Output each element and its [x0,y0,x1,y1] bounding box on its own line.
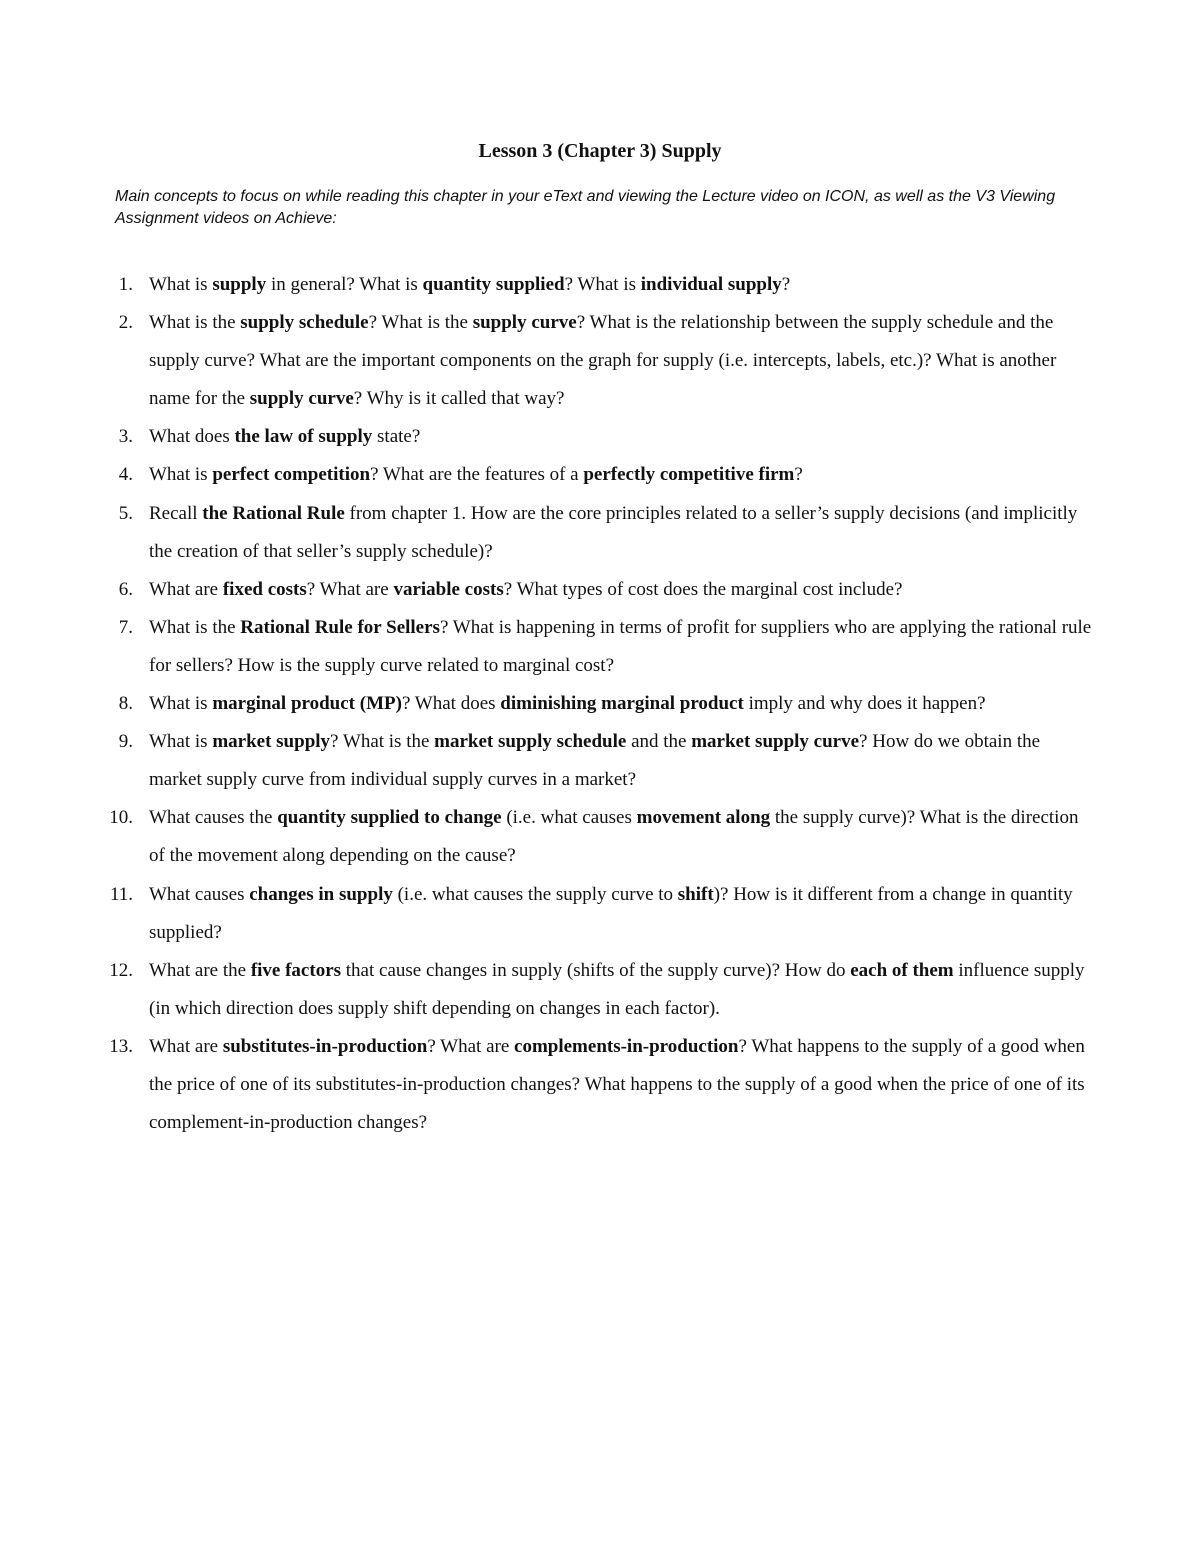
question-text [149,579,902,600]
question-number: 8. [118,693,133,715]
question-text [149,464,803,485]
text-run: ? What types of cost does the marginal cost include? [503,578,903,600]
question-item [0,952,1095,1028]
text-run: What are the [149,959,251,981]
question-number: 9. [118,731,133,753]
bold-term: quantity supplied to change [277,807,502,829]
bold-term: fixed costs [222,578,307,600]
text-run: ? What are [306,578,394,600]
bold-term: quantity supplied [422,274,565,295]
bold-term: Rational Rule for Sellers [240,616,440,638]
bold-term: market supply schedule [434,731,627,753]
question-number: 11. [109,883,133,905]
question-item [0,876,1095,952]
question-text [149,960,1085,1019]
question-item [0,495,1095,571]
bold-term: variable costs [393,578,504,600]
text-run: What is the [149,616,241,638]
bold-term: diminishing marginal product [500,693,744,715]
bold-term: supply curve [472,312,577,334]
text-run: ? [794,464,803,486]
text-run: ? What are [427,1035,515,1057]
bold-term: five factors [250,959,342,981]
question-item [0,609,1095,685]
text-run: What does [149,426,235,448]
text-run: (i.e. what causes the supply curve to [392,883,678,905]
question-item [0,799,1095,875]
text-run: What causes the [149,807,278,829]
text-run: ? What is the relationship between the supply schedule and the supply curve? What are the important components on the graph for supply (i.e. intercepts, labels, etc.)? What is another name for the [149,312,1057,410]
page-title: Lesson 3 (Chapter 3) Supply [478,140,722,162]
bold-term: changes in supply [249,883,393,905]
question-number: 13. [109,1035,133,1057]
text-run: ? What is the [330,731,435,753]
text-run: ? What is the [368,312,473,334]
bold-term: each of them [850,959,954,981]
bold-term: shift [677,883,714,905]
question-item [0,418,1095,456]
bold-term: supply [212,274,267,295]
question-item [0,571,1095,609]
text-run: What is [149,464,213,486]
text-run: ? Why is it called that way? [353,388,565,410]
text-run: the supply curve)? What is the direction of the movement along depending on the cause? [149,807,1079,867]
question-text [149,312,1056,409]
text-run: that cause changes in supply (shifts of the supply curve)? How do [341,959,851,981]
question-number: 5. [118,502,133,524]
text-run: Recall [149,502,203,524]
question-number: 7. [118,616,133,638]
bold-term: complements-in-production [514,1035,739,1057]
text-run: )? How is it different from a change in quantity supplied? [149,883,1073,943]
text-run: ? What happens to the supply of a good when the price of one of its substitutes-in-production changes? What happens to the supply of a good when the price of one of its complement-in-production changes? [149,1035,1085,1134]
question-number: 4. [118,464,133,486]
question-item [0,685,1095,723]
question-number: 1. [118,274,133,295]
question-number: 12. [109,959,133,981]
question-text [149,693,986,714]
text-run: influence supply (in which direction does supply shift depending on changes in each factor). [149,959,1085,1019]
text-run: ? How do we obtain the market supply curve from individual supply curves in a market? [149,731,1041,791]
question-text [149,807,1078,866]
bold-term: movement along [636,807,771,829]
bold-term: marginal product (MP) [212,693,402,715]
bold-term: supply curve [249,388,354,410]
bold-term: the law of supply [234,426,373,448]
text-run: What are [149,578,223,600]
question-text [149,617,1091,676]
text-run: What is [149,731,213,753]
text-run: ? What does [401,693,501,715]
question-list [0,266,1200,1142]
question-text [149,1036,1085,1133]
question-number: 6. [118,578,133,600]
bold-term: substitutes-in-production [222,1035,428,1057]
question-text [149,884,1073,943]
question-text [149,274,790,295]
intro-paragraph: Main concepts to focus on while reading this chapter in your eText and viewing the Lecture video on ICON, as well as the V3 Viewing Assignment videos on Achieve: [115,188,1056,227]
text-run: from chapter 1. How are the core principles related to a seller’s supply decisions (and implicitly the creation of that seller’s supply schedule)? [149,502,1078,562]
text-run: ? [781,274,791,295]
question-item [0,456,1095,494]
question-item [0,304,1095,418]
text-run: What are [149,1035,223,1057]
text-run: and the [626,731,692,753]
question-number: 10. [109,807,133,829]
text-run: What causes [149,883,250,905]
text-run: in general? What is [266,274,423,295]
question-item [0,723,1095,799]
bold-term: supply schedule [240,312,369,334]
bold-term: market supply curve [691,731,860,753]
text-run: imply and why does it happen? [743,693,986,715]
question-text [149,731,1040,790]
question-number: 3. [118,426,133,448]
question-number: 2. [118,312,133,334]
question-text [149,503,1077,562]
question-item [0,266,1095,304]
text-run: What is [149,274,213,295]
text-run: (i.e. what causes [501,807,637,829]
question-text [149,426,420,447]
bold-term: individual supply [640,274,782,295]
text-run: ? What are the features of a [370,464,584,486]
bold-term: perfect competition [212,464,371,486]
text-run: ? What is [564,274,641,295]
bold-term: the Rational Rule [202,502,345,524]
question-item [0,1028,1095,1142]
text-run: What is [149,693,213,715]
text-run: state? [372,426,421,448]
bold-term: market supply [212,731,331,753]
text-run: What is the [149,312,241,334]
text-run: ? What is happening in terms of profit for suppliers who are applying the rational rule for sellers? How is the supply curve related to marginal cost? [149,616,1092,676]
bold-term: perfectly competitive firm [583,464,795,486]
